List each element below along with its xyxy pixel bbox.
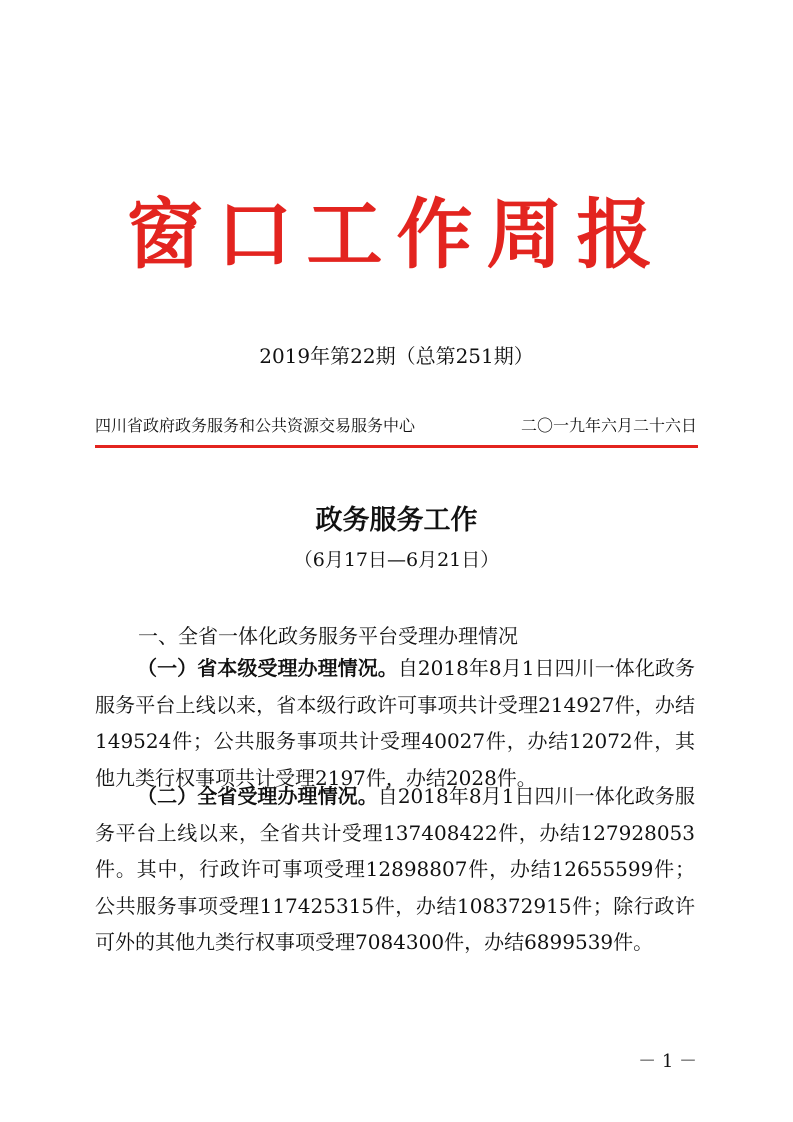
reporting-period: （6月17日—6月21日）: [293, 549, 500, 571]
issue-date: 二〇一九年六月二十六日: [520, 416, 697, 435]
page-number: － 1 －: [638, 1051, 697, 1072]
paragraph-lead: （二）全省受理办理情况。: [137, 784, 378, 808]
paragraph-province-wide: [95, 778, 695, 961]
paragraph-body: 自2018年8月1日四川一体化政务服务平台上线以来，省本级行政许可事项共计受理214927件，办结149524件；公共服务事项共计受理40027件，办结12072件，其他九类行权事项共计受理2197件，办结2028件。: [95, 656, 695, 790]
red-divider-line: [95, 445, 698, 448]
paragraph-body: 自2018年8月1日四川一体化政务服务平台上线以来，全省共计受理137408422件，办结127928053件。其中，行政许可事项受理12898807件，办结12655599件；公共服务事项受理117425315件，办结108372915件；除行政许可外的其他九类行权事项受理7084300件，办结6899539件。: [95, 784, 695, 955]
masthead-title: 窗口工作周报: [126, 190, 667, 279]
issue-number: 2019年第22期（总第251期）: [259, 344, 534, 368]
paragraph-provincial-level: [95, 650, 695, 796]
paragraph-lead: （一）省本级受理办理情况。: [137, 656, 398, 680]
section-heading: 一、全省一体化政务服务平台受理办理情况: [138, 624, 518, 648]
issuing-organization: 四川省政府政务服务和公共资源交易服务中心: [95, 416, 416, 435]
document-title: 政务服务工作: [315, 505, 478, 536]
